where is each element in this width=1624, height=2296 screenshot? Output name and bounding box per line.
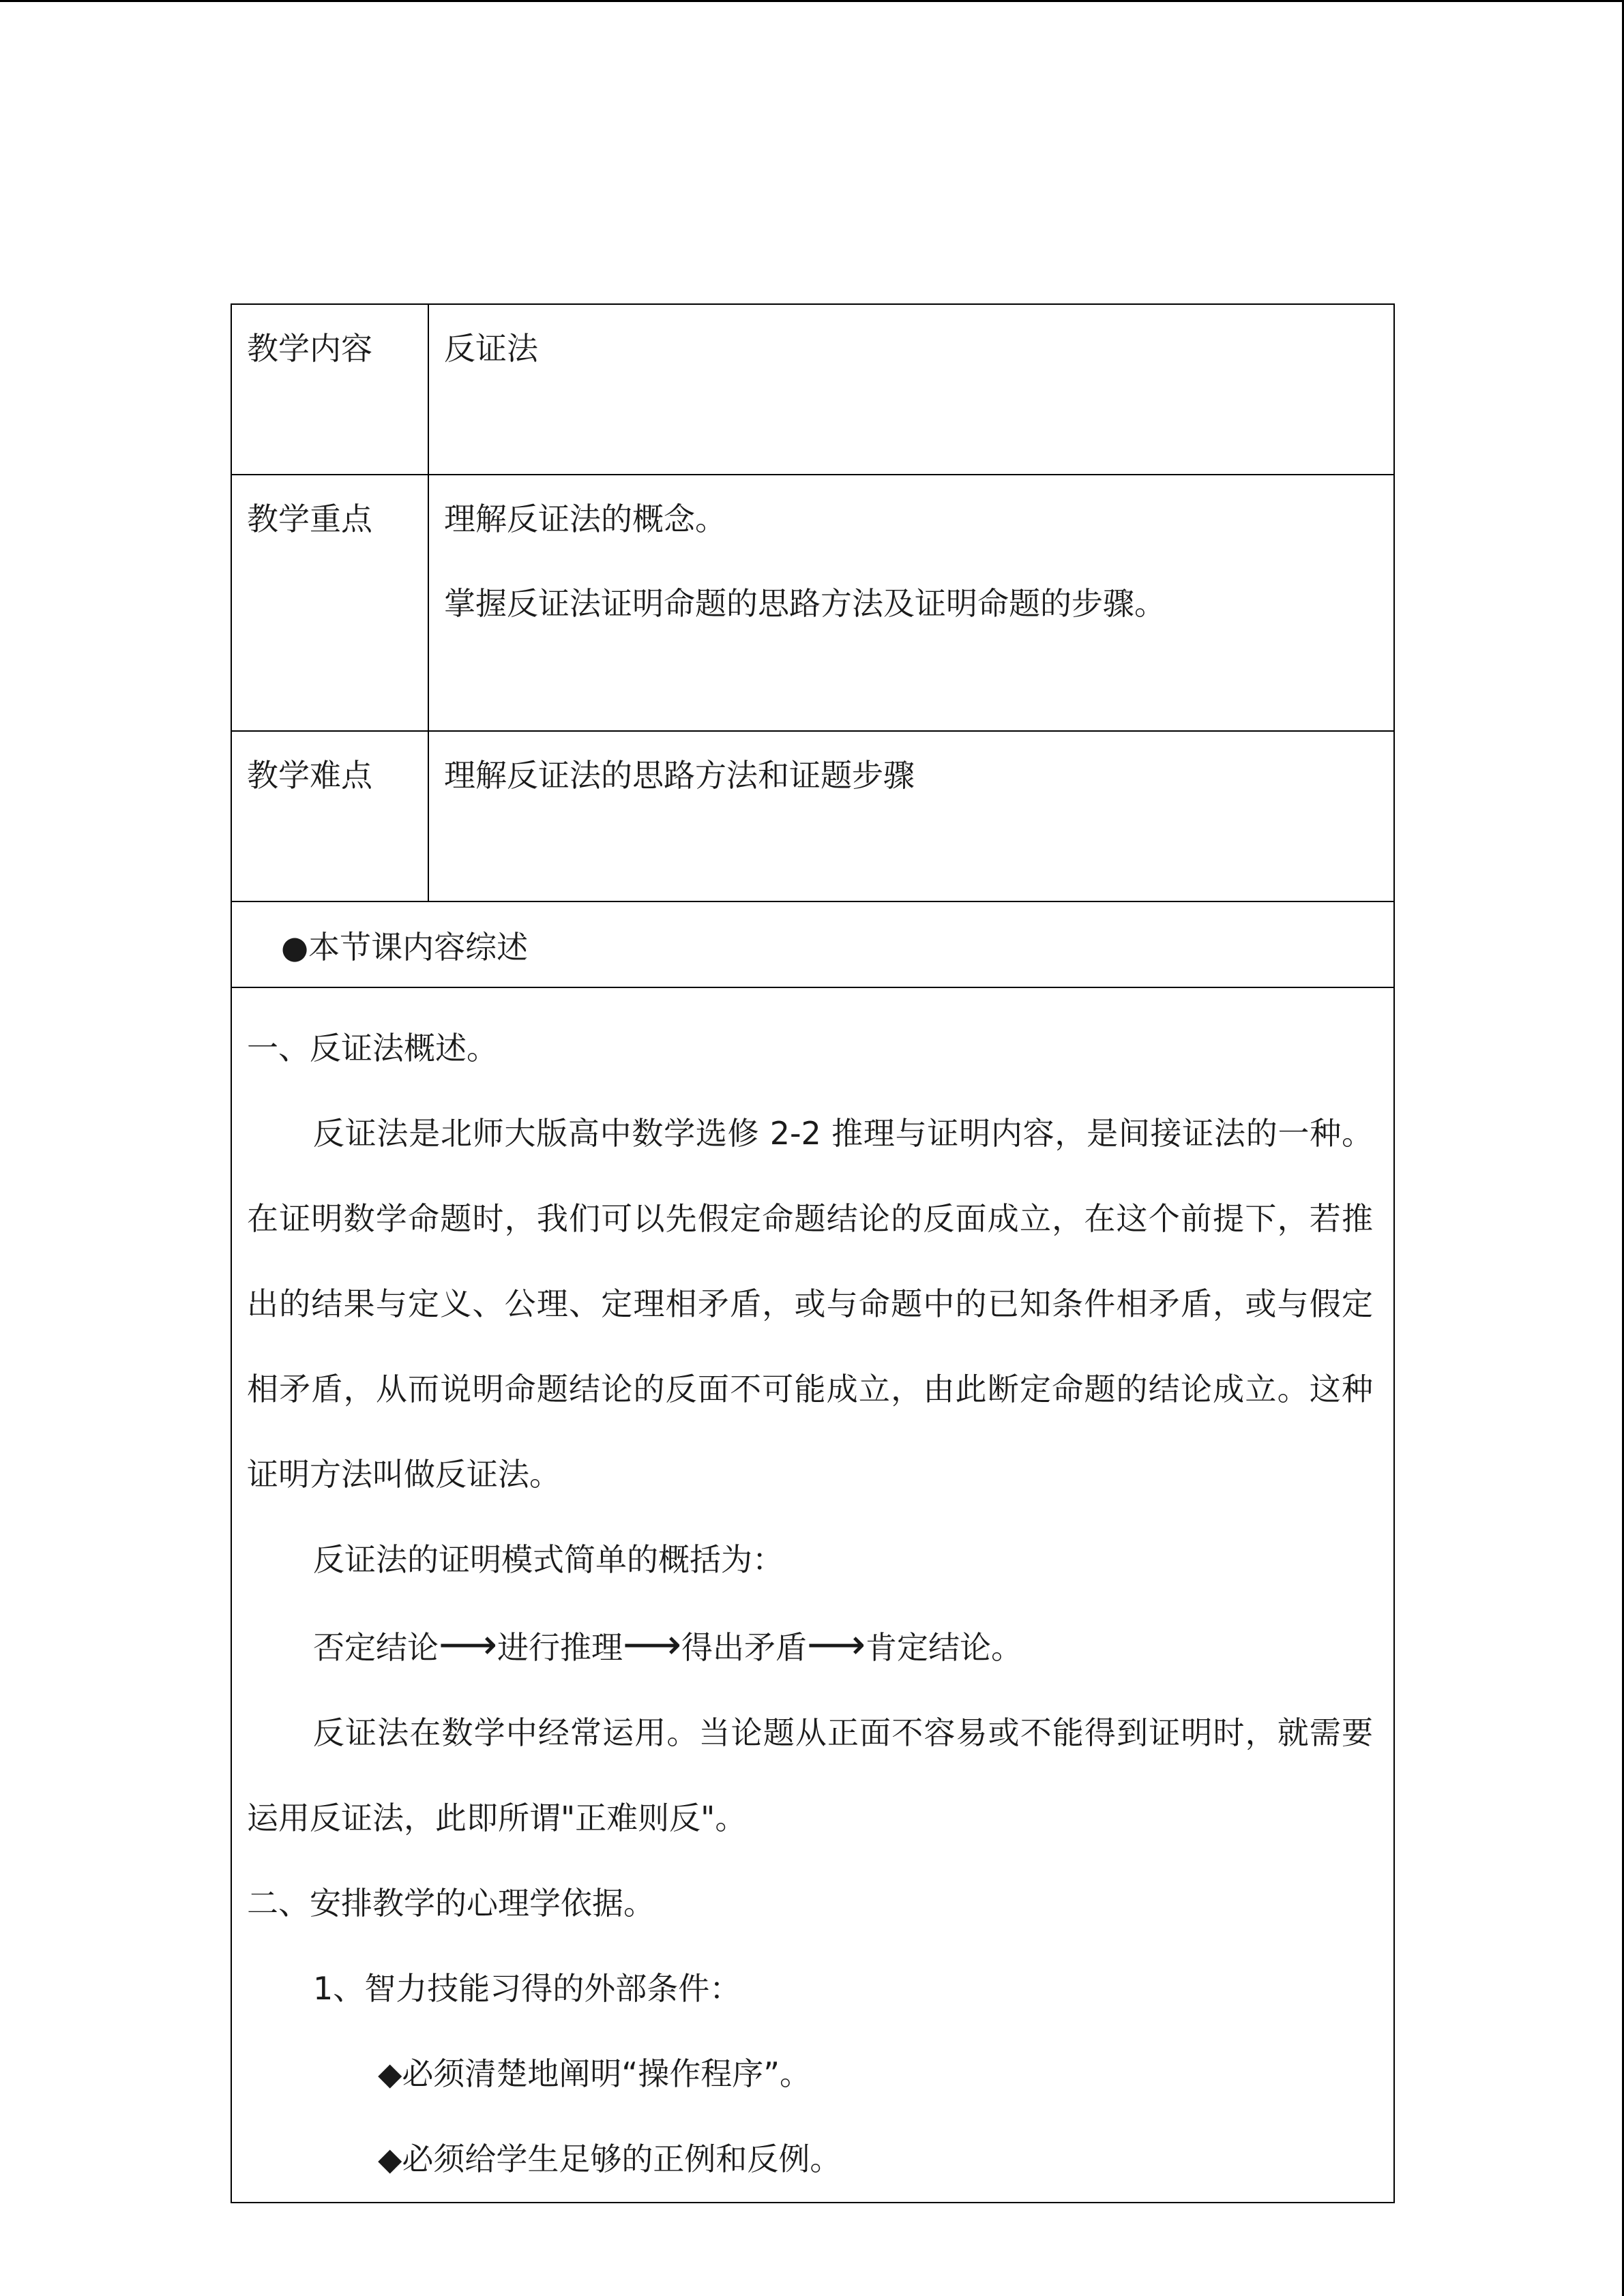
- summary-cell: [231, 901, 1394, 987]
- proof-steps: [247, 1602, 1373, 1690]
- key-points-label: 教学重点: [247, 501, 372, 537]
- label-cell: [231, 731, 428, 901]
- key-point-2: 掌握反证法证明命题的思路方法及证明命题的步骤。: [444, 585, 1166, 622]
- row-key-points: [231, 475, 1394, 731]
- value-cell: [428, 731, 1394, 901]
- arrow-right-icon: ⟶: [623, 1621, 682, 1669]
- page-top-border: [0, 0, 1624, 2]
- arrow-right-icon: ⟶: [807, 1621, 866, 1669]
- teaching-content-label: 教学内容: [247, 330, 372, 367]
- value-cell: [428, 304, 1394, 475]
- teaching-content-value: 反证法: [444, 330, 538, 367]
- step-1: 否定结论: [313, 1629, 439, 1666]
- paragraph-2: 反证法的证明模式简单的概括为：: [313, 1541, 784, 1578]
- step-4: 肯定结论。: [866, 1629, 1023, 1666]
- row-teaching-content: [231, 304, 1394, 475]
- row-difficulties: [231, 731, 1394, 901]
- subsection1-title: 1、智力技能习得的外部条件：: [313, 1970, 741, 2007]
- bullet-1: ◆必须清楚地阐明“操作程序”。: [378, 2055, 812, 2092]
- value-cell: [428, 475, 1394, 731]
- difficulties-value: 理解反证法的思路方法和证题步骤: [444, 757, 915, 794]
- paragraph-3: 反证法在数学中经常运用。当论题从正面不容易或不能得到证明时，就需要运用反证法，此即所谓"正难则反"。: [247, 1714, 1373, 1836]
- section2-title: 二、安排教学的心理学依据。: [247, 1885, 655, 1922]
- section1-title: 一、反证法概述。: [247, 1030, 498, 1067]
- arrow-right-icon: ⟶: [439, 1621, 498, 1669]
- paragraph-1: 反证法是北师大版高中数学选修 2-2 推理与证明内容，是间接证法的一种。在证明数学命题时，我们可以先假定命题结论的反面成立，在这个前提下，若推出的结果与定义、公理、定理相矛盾，或与命题中的已知条件相矛盾，或与假定相矛盾，从而说明命题结论的反面不可能成立，由此断定命题的结论成立。这种证明方法叫做反证法。: [247, 1115, 1373, 1493]
- row-body: [231, 987, 1394, 2203]
- key-point-1: 理解反证法的概念。: [444, 501, 726, 537]
- row-summary-heading: [231, 901, 1394, 987]
- label-cell: [231, 475, 428, 731]
- label-cell: [231, 304, 428, 475]
- step-3: 得出矛盾: [681, 1629, 808, 1666]
- difficulties-label: 教学难点: [247, 757, 372, 794]
- bullet-2: ◆必须给学生足够的正例和反例。: [378, 2141, 842, 2177]
- lesson-plan-table: [231, 303, 1395, 2203]
- step-2: 进行推理: [497, 1629, 623, 1666]
- summary-heading: ●本节课内容综述: [281, 929, 529, 966]
- body-cell: [231, 987, 1394, 2203]
